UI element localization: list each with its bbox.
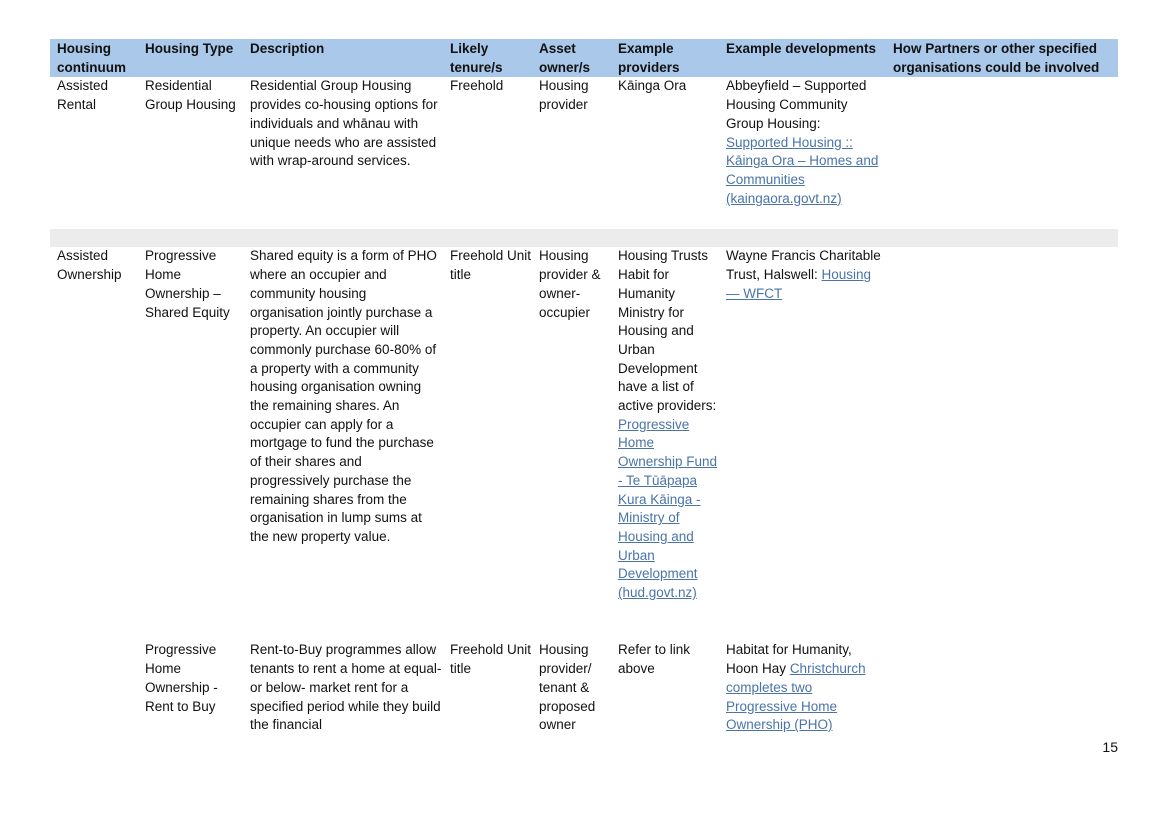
header-asset-owner: Asset owner/s (532, 39, 611, 77)
header-housing-type: Housing Type (138, 39, 243, 77)
cell-asset-owner: Housing provider & owner-occupier (539, 248, 601, 320)
cell-description: Shared equity is a form of PHO where an occupier and community housing organisation jointly purchase a property. An occupier will commonly purchase 60-80% of a property with a community housing organisation owning the remaining shares. An occupier can apply for a mortgage to fund the purchase of their shares and progressively purchase the remaining shares from the organisation in lump sums at the new property value. (250, 248, 437, 544)
header-example-developments: Example developments (719, 39, 886, 77)
spacer-cell (50, 229, 1118, 247)
developments-text: Wayne Francis Charitable Trust, Halswell: (726, 248, 881, 283)
cell-continuum: Assisted Ownership (57, 248, 122, 283)
providers-text: Refer to link above (618, 642, 691, 677)
providers-text: Kāinga Ora (618, 78, 687, 94)
cell-asset-owner: Housing provider (539, 78, 589, 113)
providers-text: Housing Trusts Habit for Humanity Ministry for Housing and Urban Development have a list of active providers: (618, 248, 717, 414)
cell-housing-type: Residential Group Housing (145, 78, 236, 113)
cell-providers (611, 247, 719, 641)
header-description: Description (243, 39, 443, 77)
table-row (50, 77, 1118, 229)
table-row (50, 247, 1118, 641)
developments-text: Abbeyfield – Supported Housing Community Group Housing: (726, 78, 867, 131)
page-number: 15 (1102, 739, 1118, 755)
cell-asset-owner: Housing provider/ tenant & proposed owner (539, 642, 596, 733)
cell-description: Rent-to-Buy programmes allow tenants to rent a home at equal- or below- market rent for a specified period while they build the financial (250, 642, 442, 733)
header-likely-tenure: Likely tenure/s (443, 39, 532, 77)
cell-continuum: Assisted Rental (57, 78, 109, 113)
table-spacer-row (50, 229, 1118, 247)
cell-partners (886, 77, 1118, 229)
cell-developments (719, 247, 886, 641)
cell-tenure: Freehold Unit title (450, 642, 532, 677)
header-partners-involvement: How Partners or other specified organisations could be involved (886, 39, 1118, 77)
cell-tenure: Freehold (450, 78, 504, 94)
wfct-housing-link[interactable]: Housing — WFCT (726, 267, 872, 301)
header-housing-continuum: Housing continuum (50, 39, 138, 77)
housing-continuum-table (50, 39, 1118, 737)
cell-developments (719, 641, 886, 737)
hud-pho-fund-link[interactable]: Progressive Home Ownership Fund - Te Tūāpapa Kura Kāinga - Ministry of Housing and Urban Development (hud.govt.nz) (618, 416, 718, 601)
table-row (50, 641, 1118, 737)
cell-providers (611, 77, 719, 229)
cell-housing-type: Progressive Home Ownership - Rent to Buy (145, 642, 218, 714)
cell-housing-type: Progressive Home Ownership – Shared Equity (145, 248, 230, 320)
cell-partners (886, 641, 1118, 737)
cell-description: Residential Group Housing provides co-housing options for individuals and whānau with unique needs who are assisted with wrap-around services. (250, 78, 438, 169)
cell-tenure: Freehold Unit title (450, 248, 532, 283)
cell-continuum (50, 641, 138, 737)
developments-text: Habitat for Humanity, Hoon Hay (726, 642, 852, 677)
header-example-providers: Example providers (611, 39, 719, 77)
christchurch-pho-link[interactable]: Christchurch completes two Progressive Home Ownership (PHO) (726, 661, 866, 733)
cell-partners (886, 247, 1118, 641)
table-header-row (50, 39, 1118, 77)
kainga-ora-supported-housing-link[interactable]: Supported Housing :: Kāinga Ora – Homes and Communities (kaingaora.govt.nz) (726, 134, 879, 206)
cell-developments (719, 77, 886, 229)
cell-providers (611, 641, 719, 737)
